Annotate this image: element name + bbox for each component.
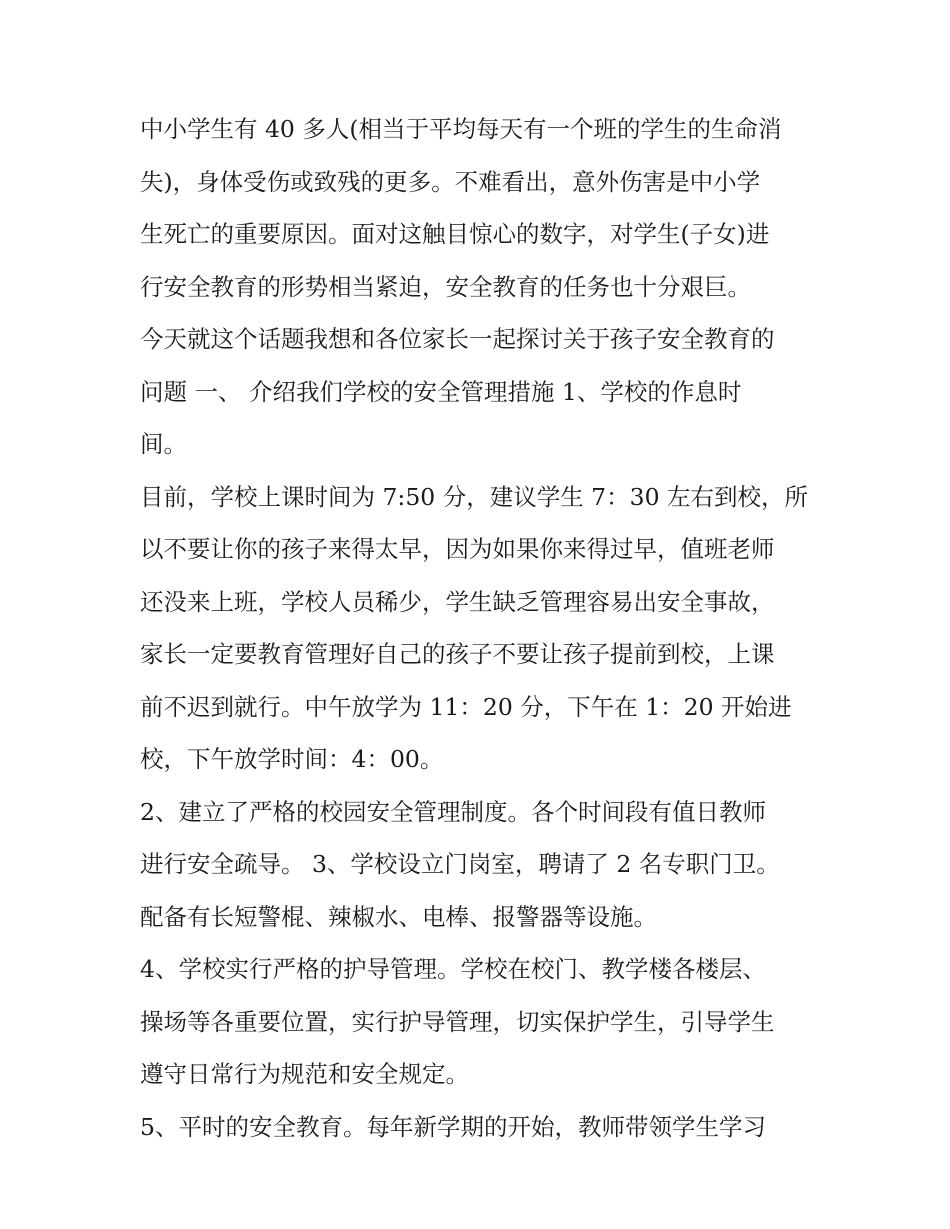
text-line: 生死亡的重要原因。面对这触目惊心的数字，对学生(子女)进 [140, 220, 770, 248]
text-line: 配备有长短警棍、辣椒水、电棒、报警器等设施。 [140, 902, 657, 931]
text-line: 目前，学校上课时间为 7:50 分，建议学生 7：30 左右到校，所 [140, 482, 809, 511]
text-line: 以不要让你的孩子来得太早，因为如果你来得过早，值班老师 [140, 535, 775, 563]
text-line: 家长一定要教育管理好自己的孩子不要让孩子提前到校，上课 [140, 640, 775, 668]
text-line: 行安全教育的形势相当紧迫，安全教育的任务也十分艰巨。 [140, 272, 751, 301]
document-body [140, 103, 820, 1153]
text-line: 遵守日常行为规范和安全规定。 [140, 1060, 469, 1088]
text-line: 还没来上班，学校人员稀少，学生缺乏管理容易出安全事故， [140, 587, 775, 616]
text-line: 问题 一、 介绍我们学校的安全管理措施 1、学校的作息时 [140, 377, 742, 406]
text-line: 今天就这个话题我想和各位家长一起探讨关于孩子安全教育的 [140, 325, 775, 353]
text-line: 进行安全疏导。 3、学校设立门岗室，聘请了 2 名专职门卫。 [140, 850, 780, 878]
text-line: 校，下午放学时间：4：00。 [140, 745, 444, 773]
text-line: 中小学生有 40 多人(相当于平均每天有一个班的学生的生命消 [140, 115, 782, 143]
text-line: 间。 [140, 430, 187, 458]
text-line: 5、平时的安全教育。每年新学期的开始，教师带领学生学习 [140, 1112, 766, 1141]
text-line: 2、建立了严格的校园安全管理制度。各个时间段有值日教师 [140, 797, 766, 826]
text-line: 失)，身体受伤或致残的更多。不难看出，意外伤害是中小学 [140, 167, 761, 196]
text-line: 4、学校实行严格的护导管理。学校在校门、教学楼各楼层、 [140, 955, 766, 983]
text-line: 操场等各重要位置，实行护导管理，切实保护学生，引导学生 [140, 1007, 775, 1036]
text-line: 前不迟到就行。中午放学为 11：20 分，下午在 1：20 开始进 [140, 692, 792, 721]
